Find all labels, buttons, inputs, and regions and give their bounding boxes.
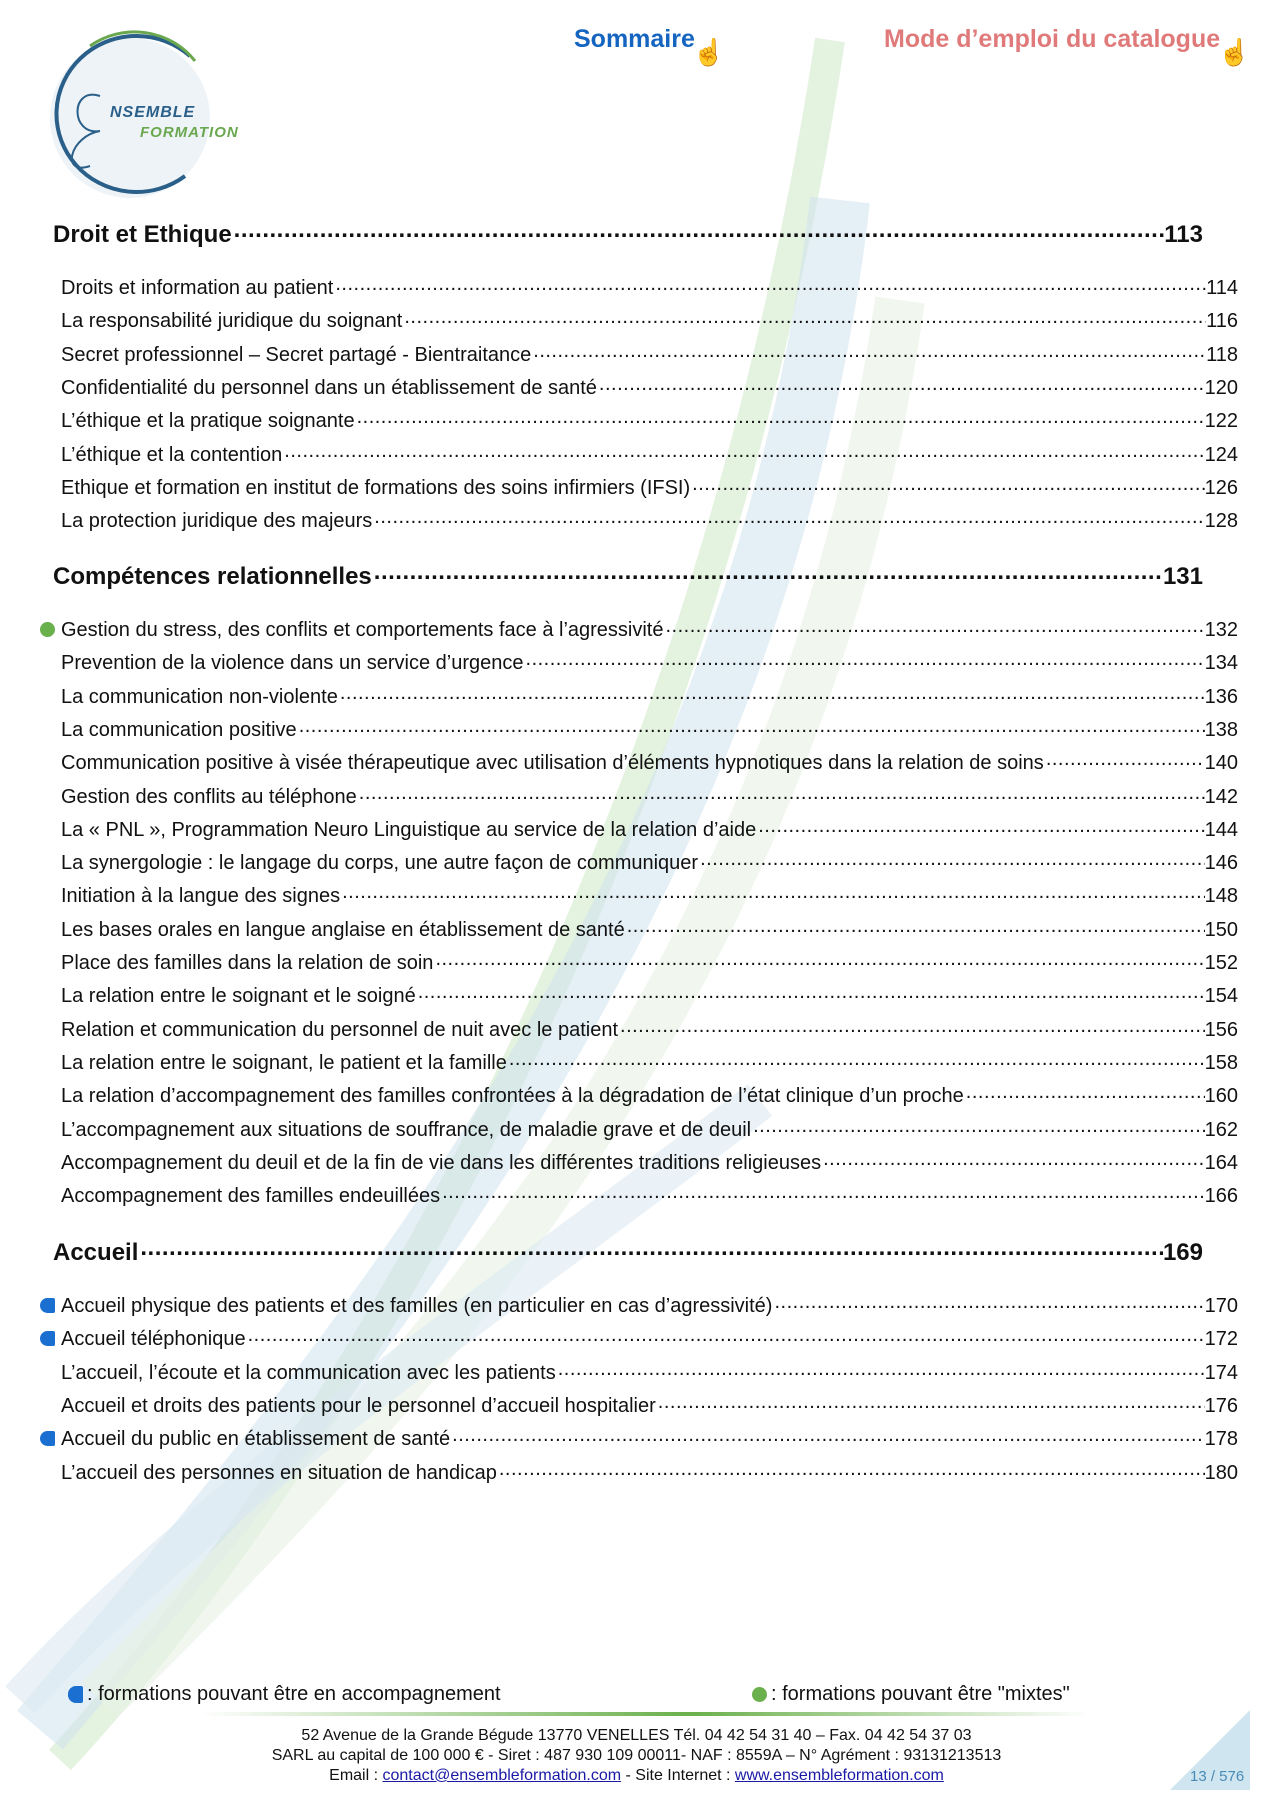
- entry-page-number: 158: [1204, 1051, 1238, 1074]
- entry-title: La relation d’accompagnement des familles confrontées à la dégradation de l’état clinique d’un proche: [61, 1085, 964, 1108]
- toc-entry[interactable]: [61, 1425, 1238, 1451]
- entry-title: La relation entre le soignant, le patient et la famille: [61, 1051, 507, 1074]
- toc-entry[interactable]: [61, 849, 1238, 875]
- entry-page-number: 156: [1204, 1018, 1238, 1041]
- section-title: Compétences relationnelles: [53, 563, 372, 590]
- entry-title: L’accueil, l’écoute et la communication avec les patients: [61, 1361, 556, 1384]
- entry-title: La communication positive: [61, 718, 297, 741]
- entry-title: La synergologie : le langage du corps, une autre façon de communiquer: [61, 852, 699, 875]
- dot-leader: [338, 683, 1205, 703]
- entry-title: Initiation à la langue des signes: [61, 885, 341, 908]
- footer-contact: [0, 1767, 1273, 1785]
- entry-title: Confidentialité du personnel dans un établissement de santé: [61, 376, 597, 399]
- toc-entry[interactable]: [61, 1016, 1238, 1042]
- entry-page-number: 172: [1204, 1328, 1238, 1351]
- toc-entry[interactable]: [61, 274, 1238, 300]
- entry-title: La protection juridique des majeurs: [61, 510, 373, 533]
- toc-entry[interactable]: [61, 683, 1238, 709]
- dot-leader: [772, 1292, 1204, 1312]
- dot-leader: [282, 441, 1204, 461]
- toc-entry[interactable]: [61, 1082, 1238, 1108]
- blue-bullet-icon: [40, 1331, 55, 1346]
- entry-title: Secret professionnel – Secret partagé - Bientraitance: [61, 343, 532, 366]
- entry-page-number: 164: [1204, 1151, 1238, 1174]
- entry-title: Place des familles dans la relation de soin: [61, 952, 434, 974]
- toc-entry[interactable]: [61, 1116, 1238, 1142]
- entry-page-number: 178: [1204, 1428, 1238, 1451]
- blue-bullet-icon: [40, 1431, 55, 1446]
- entry-page-number: 124: [1204, 443, 1238, 466]
- section-page-number: 131: [1162, 563, 1203, 590]
- entry-page-number: 160: [1204, 1085, 1238, 1108]
- entry-title: L’accueil des personnes en situation de handicap: [61, 1461, 497, 1484]
- dot-leader: [656, 1392, 1205, 1412]
- dot-leader: [690, 474, 1204, 494]
- toc-entry[interactable]: [61, 374, 1238, 400]
- entry-title: Les bases orales en langue anglaise en établissement de santé: [61, 918, 625, 941]
- site-prefix: - Site Internet :: [621, 1767, 735, 1784]
- dot-leader: [1044, 749, 1205, 769]
- toc-entry[interactable]: [61, 1325, 1238, 1351]
- entry-page-number: 118: [1206, 343, 1238, 366]
- entry-page-number: 140: [1204, 752, 1238, 775]
- logo-text: NSEMBLE: [110, 104, 196, 121]
- entry-page-number: 174: [1204, 1361, 1238, 1384]
- entry-title: L’accompagnement aux situations de souffrance, de maladie grave et de deuil: [61, 1118, 752, 1141]
- entry-page-number: 136: [1204, 685, 1238, 708]
- entry-title: Prevention de la violence dans un service d’urgence: [61, 652, 524, 675]
- entry-title: Accueil physique des patients et des familles (en particulier en cas d’agressivité): [61, 1295, 773, 1317]
- section-page-number: 169: [1162, 1239, 1203, 1266]
- dot-leader: [507, 1049, 1205, 1069]
- entry-page-number: 152: [1204, 952, 1238, 974]
- toc-entry[interactable]: [61, 307, 1238, 333]
- entry-title: Gestion du stress, des conflits et comportements face à l’agressivité: [61, 619, 664, 641]
- logo-text: FORMATION: [140, 124, 239, 141]
- entry-title: La « PNL », Programmation Neuro Linguistique au service de la relation d’aide: [61, 818, 757, 841]
- entry-page-number: 134: [1204, 652, 1238, 675]
- dot-leader: [450, 1425, 1204, 1445]
- dot-leader: [246, 1325, 1205, 1345]
- entry-page-number: 122: [1204, 410, 1238, 433]
- legend-label: : formations pouvant être "mixtes": [771, 1683, 1070, 1705]
- dot-leader: [333, 274, 1206, 294]
- dot-leader: [751, 1116, 1205, 1136]
- toc-entry[interactable]: [61, 783, 1238, 809]
- toc-entry[interactable]: [61, 507, 1238, 533]
- entry-title: L’éthique et la contention: [61, 443, 283, 466]
- page-indicator: 13 / 576: [1190, 1768, 1245, 1785]
- ensemble-formation-logo: [30, 26, 239, 206]
- entry-page-number: 138: [1204, 718, 1238, 741]
- dot-leader: [416, 982, 1205, 1002]
- email-prefix: Email :: [329, 1767, 383, 1784]
- entry-page-number: 142: [1204, 785, 1238, 808]
- legend-accompagnement: [68, 1683, 501, 1706]
- dot-leader: [402, 307, 1206, 327]
- dot-leader: [625, 916, 1205, 936]
- entry-title: Accompagnement du deuil et de la fin de vie dans les différentes traditions religieuses: [61, 1151, 822, 1174]
- dot-leader: [433, 949, 1204, 969]
- entry-title: L’éthique et la pratique soignante: [61, 410, 355, 433]
- hand-pointer-icon: ☝: [1218, 37, 1251, 67]
- dot-leader: [964, 1082, 1205, 1102]
- entry-page-number: 170: [1204, 1295, 1238, 1317]
- footer-address: 52 Avenue de la Grande Bégude 13770 VENELLES Tél. 04 42 54 31 40 – Fax. 04 42 54 37 03: [301, 1727, 972, 1744]
- entry-title: Accueil du public en établissement de santé: [61, 1428, 451, 1451]
- entry-page-number: 144: [1204, 818, 1238, 841]
- toc-entry[interactable]: [61, 1459, 1238, 1485]
- section-page-number: 113: [1164, 221, 1203, 248]
- dot-leader: [440, 1182, 1205, 1202]
- toc-section-heading[interactable]: [53, 560, 1203, 590]
- dot-leader: [618, 1016, 1205, 1036]
- dot-leader: [664, 616, 1205, 636]
- toc-section-heading[interactable]: [53, 218, 1203, 248]
- dot-leader: [372, 507, 1204, 527]
- entry-title: La responsabilité juridique du soignant: [61, 310, 403, 333]
- dot-leader: [340, 882, 1205, 902]
- toc-entry[interactable]: [61, 949, 1238, 975]
- entry-page-number: 166: [1204, 1185, 1238, 1208]
- dot-leader: [524, 649, 1205, 669]
- dot-leader: [821, 1149, 1205, 1169]
- footer-company-info: SARL au capital de 100 000 € - Siret : 487 930 109 00011- NAF : 8559A – N° Agrément : 93131213513: [271, 1747, 1002, 1764]
- entry-page-number: 162: [1204, 1118, 1238, 1141]
- entry-page-number: 180: [1204, 1461, 1238, 1484]
- toc-entry[interactable]: [61, 1392, 1238, 1418]
- website-link[interactable]: www.ensembleformation.com: [734, 1767, 944, 1784]
- hand-pointer-icon: ☝: [692, 37, 726, 67]
- legend-mixtes: [752, 1683, 1070, 1706]
- toc-section-heading[interactable]: [53, 1236, 1203, 1266]
- toc-entry[interactable]: [61, 441, 1238, 467]
- entry-page-number: 150: [1204, 918, 1238, 941]
- dot-leader: [372, 560, 1163, 584]
- toc-entry[interactable]: [61, 1292, 1238, 1318]
- footer-divider: [200, 1712, 1090, 1716]
- entry-title: Communication positive à visée thérapeutique avec utilisation d’éléments hypnotiques dans la relation de soins: [61, 752, 1044, 775]
- entry-title: Accompagnement des familles endeuillées: [61, 1185, 441, 1208]
- entry-page-number: 126: [1204, 476, 1238, 499]
- dot-leader: [698, 849, 1205, 869]
- section-title: Droit et Ethique: [53, 221, 232, 248]
- dot-leader: [355, 407, 1205, 427]
- toc-entry[interactable]: [61, 916, 1238, 942]
- mode-emploi-label: Mode d’emploi du catalogue: [884, 25, 1221, 53]
- entry-page-number: 128: [1204, 510, 1238, 533]
- toc-entry[interactable]: [61, 1049, 1238, 1075]
- entry-title: Accueil et droits des patients pour le personnel d’accueil hospitalier: [61, 1394, 656, 1417]
- entry-title: La communication non-violente: [61, 685, 338, 708]
- entry-page-number: 132: [1204, 619, 1238, 641]
- toc-entry[interactable]: [61, 816, 1238, 842]
- toc-entry[interactable]: [61, 474, 1238, 500]
- blue-bullet-icon: [40, 1298, 55, 1313]
- entry-page-number: 114: [1206, 277, 1238, 299]
- toc-entry[interactable]: [61, 616, 1238, 642]
- blue-bullet-icon: [68, 1686, 83, 1703]
- entry-title: Droits et information au patient: [61, 277, 334, 299]
- entry-page-number: 146: [1204, 852, 1238, 875]
- toc-entry[interactable]: [61, 749, 1238, 775]
- dot-leader: [531, 341, 1206, 361]
- entry-page-number: 148: [1204, 885, 1238, 908]
- dot-leader: [232, 218, 1165, 242]
- entry-page-number: 154: [1204, 985, 1238, 1008]
- toc-entry[interactable]: [61, 1182, 1238, 1208]
- email-link[interactable]: contact@ensembleformation.com: [382, 1767, 622, 1784]
- toc-entry[interactable]: [61, 649, 1238, 675]
- toc-entry[interactable]: [61, 982, 1238, 1008]
- dot-leader: [597, 374, 1205, 394]
- sommaire-link[interactable]: [574, 25, 725, 68]
- dot-leader: [138, 1236, 1163, 1260]
- entry-title: Ethique et formation en institut de formations des soins infirmiers (IFSI): [61, 476, 691, 499]
- entry-title: Gestion des conflits au téléphone: [61, 785, 357, 808]
- dot-leader: [497, 1459, 1205, 1479]
- entry-title: Relation et communication du personnel de nuit avec le patient: [61, 1018, 619, 1041]
- green-bullet-icon: [40, 622, 55, 637]
- toc-entry[interactable]: [61, 1359, 1238, 1385]
- section-title: Accueil: [53, 1239, 139, 1266]
- sommaire-label: Sommaire: [574, 25, 695, 53]
- entry-page-number: 120: [1204, 376, 1238, 399]
- entry-title: Accueil téléphonique: [61, 1328, 246, 1351]
- toc-entry[interactable]: [61, 716, 1238, 742]
- dot-leader: [756, 816, 1204, 836]
- dot-leader: [357, 783, 1205, 803]
- entry-title: La relation entre le soignant et le soigné: [61, 985, 416, 1008]
- toc-entry[interactable]: [61, 882, 1238, 908]
- toc-entry[interactable]: [61, 341, 1238, 367]
- green-bullet-icon: [752, 1687, 767, 1702]
- dot-leader: [556, 1359, 1205, 1379]
- legend-label: : formations pouvant être en accompagnement: [87, 1683, 501, 1705]
- toc-entry[interactable]: [61, 407, 1238, 433]
- toc-entry[interactable]: [61, 1149, 1238, 1175]
- dot-leader: [297, 716, 1205, 736]
- entry-page-number: 116: [1206, 310, 1238, 333]
- entry-page-number: 176: [1204, 1394, 1238, 1417]
- mode-emploi-link[interactable]: [884, 25, 1251, 68]
